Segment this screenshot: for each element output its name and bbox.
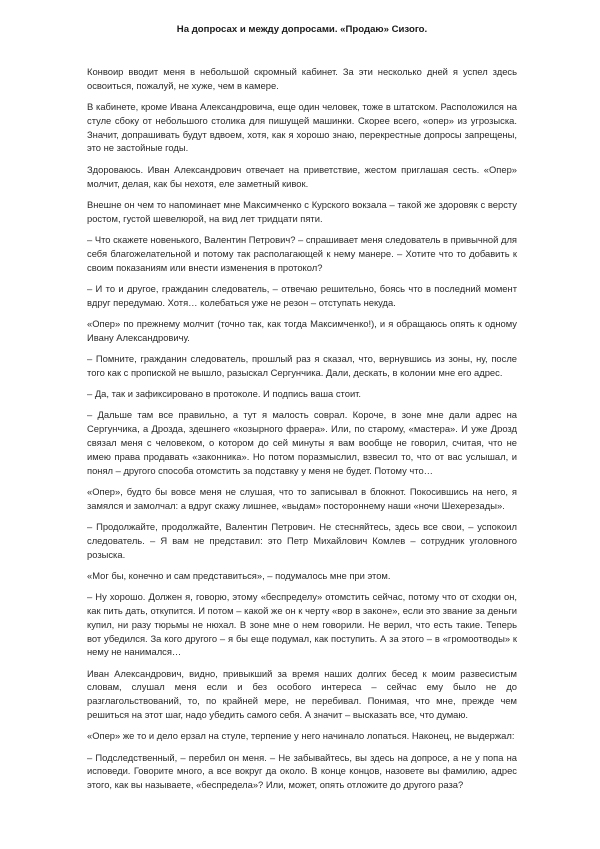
paragraph: Иван Александрович, видно, привыкший за время наших долгих бесед к моим развесистым словам, слушал меня если и без особого интереса – сейчас ему было не до разглагольствований, то, по крайней мере, не перебивал. Понимая, что мне, прежде чем решиться на этот шаг, надо убедить самого себя. А значит – высказать все, что думаю. [87,667,517,721]
paragraph: – Подследственный, – перебил он меня. – Не забывайтесь, вы здесь на допросе, а не у попа на исповеди. Говорите много, а все вокруг да около. В конце концов, назовете вы фамилию, адрес этого, как вы называете, «беспредела»? Или, может, опять отложите до другого раза? [87,751,517,791]
paragraph: – Дальше там все правильно, а тут я малость соврал. Короче, в зоне мне дали адрес на Сергунчика, а Дрозда, здешнего «козырного фраера». Или, по старому, «мастера». И уже Дрозд связал меня с человеком, о котором до сей минуты я вам вообще не говорил, считая, что не имею права продавать «законника». Но потом поразмыслил, взвесил то, что от вас услышал, и понял – другого способа отомстить за подставку у меня не будет. Потому что… [87,409,517,476]
paragraph: «Мог бы, конечно и сам представиться», – подумалось мне при этом. [87,569,391,581]
paragraph: В кабинете, кроме Ивана Александровича, еще один человек, тоже в штатском. Расположился на стуле сбоку от небольшого столика для пишущей машинки. Скорее всего, «опер» из угрозыска. Значит, допрашивать будут вдвоем, хотя, как я хорошо знаю, перекрестные допросы запрещены, это не застойные годы. [87,101,517,154]
paragraph: – И то и другое, гражданин следователь, – отвечаю решительно, боясь что в последний момент вдруг передумаю. Хотя… колебаться уже не резон – отступать некуда. [87,282,517,308]
chapter-title: На допросах и между допросами. «Продаю» Сизого. [176,24,428,35]
paragraph: Внешне он чем то напоминает мне Максимченко с Курского вокзала – такой же здоровяк с версту ростом, густой шевелюрой, на вид лет тридцати пяти. [87,198,517,224]
paragraph: – Да, так и зафиксировано в протоколе. И подпись ваша стоит. [87,388,362,400]
paragraph: Здороваюсь. Иван Александрович отвечает на приветствие, жестом приглашая сесть. «Опер» молчит, делая, как бы нехотя, еле заметный кивок. [87,163,517,189]
paragraph: «Опер» же то и дело ерзал на стуле, терпение у него начинало лопаться. Наконец, не выдержал: [87,730,515,742]
paragraph: «Опер», будто бы вовсе меня не слушая, что то записывал в блокнот. Покосившись на него, я замялся и замолчал: а вдруг скажу лишнее, «выдам» постороннему наши «ночи Шехерезады». [87,485,517,511]
paragraph: – Что скажете новенького, Валентин Петрович? – спрашивает меня следователь в привычной для себя благожелательной и потому так располагающей к нему манере. – Хотите что то добавить к своим показаниям или внести изменения в протокол? [87,233,517,273]
paragraph: – Помните, гражданин следователь, прошлый раз я сказал, что, вернувшись из зоны, ну, после того как с пропиской не вышло, разыскал Сергунчика. Дали, дескать, в колонии мне его адрес. [87,353,517,378]
paragraph: – Ну хорошо. Должен я, говорю, этому «беспределу» отомстить сейчас, потому что от сходки он, как пить дать, откупится. И потом – какой же он к черту «вор в законе», если это звание за деньги купил, ни разу тюрьмы не нюхал. В зоне мне о нем говорили. Не верил, что есть такие. Теперь вот убедился. За кого другого – я бы еще подумал, как поступить. А за этого – в «громоотводы» к нему не нанимался… [87,591,517,658]
paragraph: Конвоир вводит меня в небольшой скромный кабинет. За эти несколько дней я успел здесь освоиться, пожалуй, не хуже, чем в камере. [87,66,517,91]
document-page [87,24,517,800]
paragraph-list [87,65,517,792]
paragraph: «Опер» по прежнему молчит (точно так, как тогда Максимченко!), и я обращаюсь опять к одному Ивану Александровичу. [87,317,517,343]
paragraph: – Продолжайте, продолжайте, Валентин Петрович. Не стесняйтесь, здесь все свои, – успокоил следователь. – Я вам не представил: это Петр Михайлович Комлев – сотрудник уголовного розыска. [87,521,517,560]
